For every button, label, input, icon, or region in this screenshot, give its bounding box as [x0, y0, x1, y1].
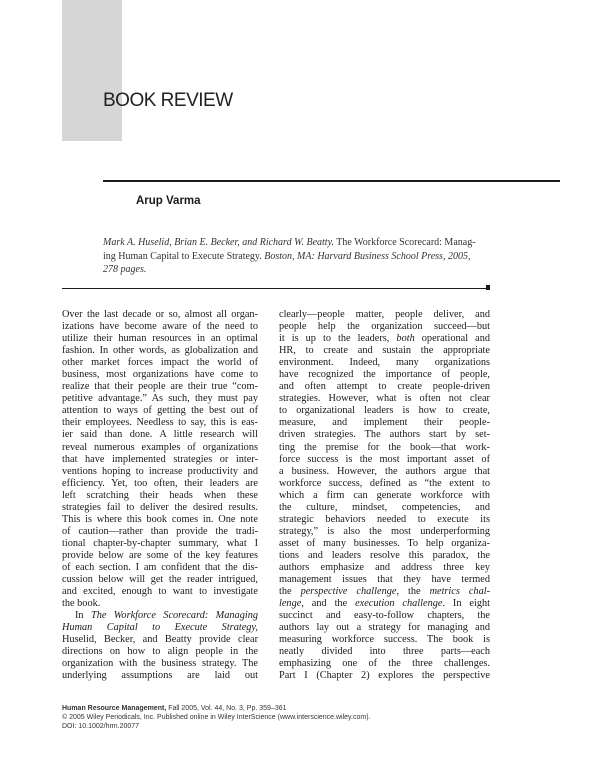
text-line: emphasizing one of the three challenges.	[279, 658, 490, 670]
footer-copyright: © 2005 Wiley Periodicals, Inc. Published online in Wiley InterScience (www.interscience.wiley.com).	[62, 714, 371, 721]
book-citation	[103, 236, 491, 277]
right-lines-a	[279, 309, 490, 333]
text-line: that have implemented strategies or inter-	[62, 453, 258, 465]
text-line: utilize their human resources in an optimal	[62, 333, 258, 345]
text-line: environment. Indeed, many organizations	[279, 357, 490, 369]
review-author: Arup Varma	[136, 195, 201, 207]
text-line: a business. However, the authors argue that	[279, 465, 490, 477]
left-paragraph-2	[62, 634, 258, 682]
text-line: izations have become aware of the need to	[62, 321, 258, 333]
text-line: This is where this book comes in. One note	[62, 513, 258, 525]
section-title: BOOK REVIEW	[103, 90, 233, 111]
text-line: lenge, and the execution challenge. In eight	[279, 598, 491, 610]
text-line: measuring workforce success. The book is	[279, 634, 490, 646]
text-line: HR, to create and sustain the appropriate	[279, 345, 490, 357]
text-line: force success is the most important asset of	[279, 453, 490, 465]
text-line: workforce success, defined as “the extent to	[279, 477, 490, 489]
text-line: have recognized the importance of people,	[279, 369, 490, 381]
text-line: Huselid, Becker, and Beatty provide clear	[62, 634, 258, 646]
text-line: asset of many businesses. To help organiza-	[279, 537, 490, 549]
text-line: people help the organization succeed—but	[279, 321, 490, 333]
text-line: of caution—rather than provide the tradi-	[62, 525, 258, 537]
book-title-part1: The Workforce Scorecard: Manag-	[333, 237, 476, 248]
book-authors: Mark A. Huselid, Brian E. Becker, and Richard W. Beatty.	[103, 237, 334, 248]
text-line: strategies fail to deliver the desired results.	[62, 501, 258, 513]
page-footer	[62, 704, 482, 731]
text-line: fashion. In other words, as globalization and	[62, 345, 258, 357]
book-publisher: Boston, MA: Harvard Business School Press, 2005,	[261, 250, 471, 262]
text-line: authors emphasize and address three key	[279, 561, 490, 573]
text-line: directions on how to align people in the	[62, 646, 258, 658]
text-line: other market forces impact the world of	[62, 357, 258, 369]
text-line: authors lay out a strategy for managing and	[279, 622, 490, 634]
right-lines-b	[279, 345, 490, 586]
text-line: underlying assumptions are laid out	[62, 670, 258, 682]
body-column-left	[62, 309, 258, 682]
text-line: ting the premise for the book—that work-	[279, 441, 490, 453]
text-line: their employees. Needless to say, this is eas-	[62, 417, 258, 429]
text-line: to organizational leaders is how to create,	[279, 405, 490, 417]
left-paragraph-1	[62, 309, 258, 610]
footer-journal-line: Human Resource Management, Fall 2005, Vol. 44, No. 3, Pp. 359–361	[62, 705, 287, 712]
citation-rule	[62, 288, 487, 289]
text-line: which a firm can generate workforce with	[279, 489, 490, 501]
text-line: and excited, enough to want to investigate	[62, 586, 258, 598]
text-line: the book.	[62, 598, 101, 610]
text-line: Human Capital to Execute Strategy,	[62, 622, 258, 634]
text-line: of each section. I am confident that the dis-	[62, 561, 258, 573]
book-pages: 278 pages.	[103, 264, 147, 276]
text-line: realize that their people are their true “com-	[62, 381, 258, 393]
text-line: left scratching their heads when these	[62, 489, 258, 501]
text-line: tional chapter-by-chapter summary, what I	[62, 537, 258, 549]
footer-doi: DOI: 10.1002/hrm.20077	[62, 723, 140, 730]
citation-rule-end-mark	[486, 285, 490, 290]
text-line: strategic behaviors needed to execute its	[279, 513, 490, 525]
text-line: ventions hoping to increase productivity and	[62, 465, 258, 477]
text-line: and often attempt to create people-driven	[279, 381, 490, 393]
text-line: management issues that they have termed	[279, 574, 490, 586]
body-column-right	[279, 309, 490, 682]
text-line: the culture, mindset, competencies, and	[279, 501, 490, 513]
text-line: attention to ways of getting the best out of	[62, 405, 258, 417]
text-line: strategy,” is also the most underperforming	[279, 525, 490, 537]
right-lines-c	[279, 610, 490, 682]
text-line: Part I (Chapter 2) explores the perspective	[279, 670, 490, 682]
section-tab-block	[62, 0, 122, 141]
text-line: the perspective challenge, the metrics chal-	[279, 586, 491, 598]
text-line: In The Workforce Scorecard: Managing	[75, 610, 258, 622]
text-line: it is up to the leaders, both operational and	[279, 333, 490, 345]
text-line: reveal numerous examples of organizations	[62, 441, 258, 453]
text-line: efficiency. Yet, too often, their leaders are	[62, 477, 258, 489]
text-line: Over the last decade or so, almost all organ-	[62, 309, 258, 320]
text-line: business, most organizations have come to	[62, 369, 258, 381]
text-line: succinct and easy-to-follow chapters, the	[279, 610, 490, 622]
book-title-part2: ing Human Capital to Execute Strategy.	[103, 250, 262, 262]
text-line: measure, and implement their people-	[279, 417, 490, 429]
text-line: provide below are some of the key features	[62, 549, 258, 561]
text-line: neatly divided into three parts—each	[279, 646, 490, 658]
text-line: strategies. However, what is often not clear	[279, 393, 490, 405]
text-line: petitive advantage.” As such, they must pay	[62, 393, 258, 405]
header-rule	[103, 180, 560, 182]
text-line: organization with the business strategy. The	[62, 658, 258, 670]
text-line: cussion below will get the reader intrigued,	[62, 574, 258, 586]
text-line: clearly—people matter, people deliver, and	[279, 309, 490, 320]
text-line: tions and leaders resolve this paradox, the	[279, 549, 490, 561]
text-line: driven strategies. The authors start by set-	[279, 429, 490, 441]
text-line: ier said than done. A little research will	[62, 429, 258, 441]
